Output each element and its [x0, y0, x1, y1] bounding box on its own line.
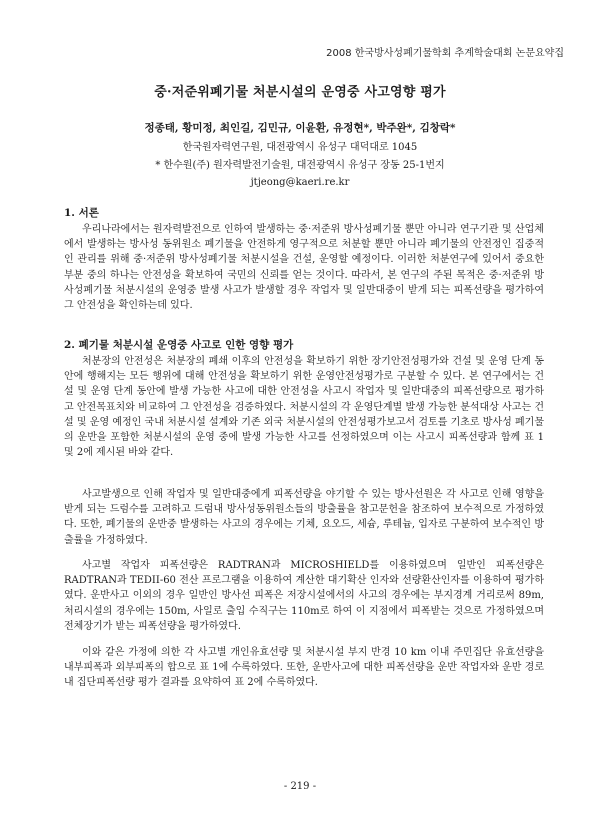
section-accident-assessment — [64, 337, 544, 460]
paragraph-dose-method — [64, 558, 544, 634]
paragraph-results — [64, 645, 544, 691]
paragraph-source-term — [64, 487, 544, 548]
body-paragraph: 사고별 작업자 피폭선량은 RADTRAN과 MICROSHIELD를 이용하였으며 일반인 피폭선량은 RADTRAN과 TEDII-60 전산 프로그램을 이용하여 계산한 대기확산 인자와 선량환산인자를 이용하여 평가하였다. 운반사고 이외의 경우 일반인 방사선 피폭은 저장시설에서의 사고의 경우에는 부지경계 거리로써 89m, 처리시설의 경우에는 150m, 사일로 출입 수직구는 110m로 하여 이 지점에서 피폭받는 것으로 가정하였으며 전체장기가 받는 피폭선량을 평가하였다. — [64, 560, 544, 632]
author-list: 정종태, 황미정, 최인길, 김민규, 이윤환, 유정현*, 박주완*, 김창락* — [144, 122, 456, 134]
conference-header: 2008 한국방사성폐기물학회 추계학술대회 논문요약집 — [326, 48, 564, 59]
affiliation-primary: 한국원자력연구원, 대전광역시 유성구 대덕대로 1045 — [182, 142, 418, 153]
page-number: - 219 - — [283, 781, 317, 792]
contact-email: jtjeong@kaeri.re.kr — [250, 177, 350, 188]
affiliation-secondary: * 한수원(주) 원자력발전기술원, 대전광역시 유성구 장동 25-1번지 — [155, 160, 445, 171]
section-heading: 2. 폐기물 처분시설 운영중 사고로 인한 영향 평가 — [64, 339, 294, 351]
section-introduction — [64, 205, 544, 313]
body-paragraph: 이와 같은 가정에 의한 각 사고별 개인유효선량 및 처분시설 부지 반경 10 km 이내 주민집단 유효선량을 내부피폭과 외부피폭의 합으로 표 1에 수록하였다. 또한, 운반사고에 대한 피폭선량을 운반 작업자와 운반 경로내 집단피폭선량 평가 결과를 요약하여 표 2에 수록하였다. — [64, 647, 544, 689]
paper-title: 중·저준위폐기물 처분시설의 운영중 사고영향 평가 — [154, 85, 446, 100]
body-paragraph: 사고발생으로 인해 작업자 및 일반대중에게 피폭선량을 야기할 수 있는 방사선원은 각 사고로 인해 영향을 받게 되는 드럼수를 고려하고 드럼내 방사성동위원소들의 방출률을 참고문헌을 참조하여 보수적으로 가정하였다. 또한, 폐기물의 운반중 발생하는 사고의 경우에는 기체, 요오드, 세슘, 루테늄, 입자로 구분하여 보수적인 방출률을 가정하였다. — [64, 489, 544, 546]
body-paragraph: 처분장의 안전성은 처분장의 폐쇄 이후의 안전성을 확보하기 위한 장기안전성평가와 건설 및 운영 단계 동안에 행해지는 모든 행위에 대해 안전성을 확보하기 위한 운영안전성평가로 구분할 수 있다. 본 연구에서는 건설 및 운영 단계 동안에 발생 가능한 사고에 대한 안전성을 사고시 작업자 및 일반대중의 피폭선량으로 평가하고 안전목표치와 비교하여 그 안전성을 검증하였다. 처분시설의 각 운영단계별 발생 가능한 분석대상 사고는 건설 및 운영 예정인 국내 처분시설 설계와 기존 외국 처분시설의 안전성평가보고서 검토를 기초로 방사성 폐기물의 운반을 포함한 처분시설의 운영 중에 발생 가능한 사고를 선정하였으며 이는 사고시 피폭선량과 함께 표 1 및 2에 제시된 바와 같다. — [64, 356, 544, 459]
section-heading: 1. 서론 — [64, 207, 99, 219]
body-paragraph: 우리나라에서는 원자력발전으로 인하여 발생하는 중·저준위 방사성폐기물 뿐만 아니라 연구기관 및 산업체에서 발생하는 방사성 동위원소 폐기물을 안전하게 영구적으로 처분할 뿐만 아니라 폐기물의 안전정인 집중적인 관리를 위해 중·저준위 방사성폐기물 처분시설을 건설, 운영할 예정이다. 이러한 처분연구에 있어서 중요한 부분 중의 하나는 안전성을 확보하여 국민의 신뢰를 얻는 것이다. 따라서, 본 연구의 주된 목적은 중·저준위 방사성폐기물 처분시설의 운영중 발생 사고가 발생할 경우 작업자 및 일반대중이 받게 되는 피폭선량을 평가하여 그 안전성을 확인하는데 있다. — [64, 224, 544, 312]
